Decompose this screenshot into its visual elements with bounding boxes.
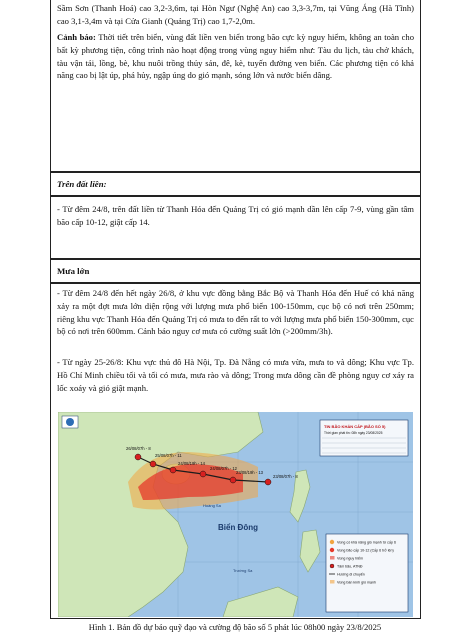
legend-item: Vùng có khả năng gió mạnh từ cấp 6 (337, 540, 396, 545)
rain-paragraph-1: - Từ đêm 24/8 đến hết ngày 26/8, ở khu vực đồng bằng Bắc Bộ và Thanh Hóa đến Huế có khả năng xảy ra một đợt mưa lớn diện rộng với lượng mưa phổ biến 100-150mm, cục bộ có nơi trên 250mm; riêng khu vực Thanh Hóa đến Quảng Trị có mưa to đến rất to với lượng mưa phổ biến 150-300mm, cục bộ có nơi trên 600mm. Cảnh báo nguy cơ mưa có cường suất lớn (>200mm/3h). (57, 288, 414, 337)
wave-height-paragraph: Sầm Sơn (Thanh Hoá) cao 3,2-3,6m, tại Hòn Ngư (Nghệ An) cao 3,3-3,7m, tại Vũng Áng (Hà Tĩnh) cao 3,1-3,4m và tại Cửa Gianh (Quảng Trị) cao 1,7-2,0m. (57, 3, 414, 26)
land-text-box (50, 196, 421, 259)
legend-item: Hướng di chuyển (337, 572, 365, 577)
storm-forecast-map (58, 412, 413, 617)
land-heading-box (50, 172, 421, 196)
legend-subtitle: Thời gian phát tin: 08h ngày 23/08/2025 (324, 431, 383, 435)
warning-label: Cảnh báo: (57, 32, 96, 42)
sea-label: Biển Đông (218, 523, 258, 532)
map-caption: Hình 1. Bản đồ dự báo quỹ đạo và cường độ bão số 5 phát lúc 08h00 ngày 23/8/2025 (88, 622, 382, 632)
track-label: 24/08/19h - 14 (178, 461, 206, 466)
legend-item: Vùng bão cấp 10-12 (Cấp 6 trở lên) (337, 548, 394, 553)
land-text: - Từ đêm 24/8, trên đất liền từ Thanh Hóa đến Quảng Trị có gió mạnh dần lên cấp 7-9, vùng gần tâm bão cấp 10-12, giật cấp 14. (57, 204, 414, 227)
land-heading: Trên đất liền: (57, 179, 107, 189)
warning-paragraph (57, 31, 414, 82)
legend-item: Vùng bán kính gió mạnh (337, 580, 376, 585)
track-label: 24/08/07h - 12 (210, 466, 238, 471)
legend-title: TIN BÃO KHẨN CẤP (BÃO SỐ 5) (324, 424, 386, 429)
legend-item: Vùng nguy hiểm (337, 556, 363, 561)
track-label: 26/08/07h - 8 (126, 446, 151, 451)
agency-logo-mark (66, 418, 74, 426)
rain-heading: Mưa lớn (57, 266, 90, 276)
legend-item: Tâm bão, ATNĐ (337, 564, 363, 569)
track-label: 23/08/07h - 8 (273, 474, 298, 479)
sea-warning-box (50, 0, 421, 172)
warning-text: Thời tiết trên biển, vùng đất liền ven biển trong bão cực kỳ nguy hiểm, không an toàn cho bất kỳ phương tiện, công trình nào hoạt động trong vùng nguy hiểm như: Tàu du lịch, tàu chở khách, tàu vận tải, lồng, bè, khu nuôi trồng thủy sản, đê, kè, tuyến đường ven biển. Các phương tiện có khả năng cao bị lật úp, phá hủy, ngập úng do gió mạnh, sóng lớn và nước biển dâng. (57, 32, 414, 81)
track-label: 25/08/07h - 11 (155, 453, 182, 458)
rain-heading-box (50, 259, 421, 283)
track-label: 23/08/19h - 13 (236, 470, 264, 475)
rain-paragraph-2: - Từ ngày 25-26/8: Khu vực thủ đô Hà Nội, Tp. Đà Nẵng có mưa vừa, mưa to và dông; Khu vực Tp. Hồ Chí Minh chiều tối và tối có mưa, mưa rào và dông; Trong mưa dông cần đề phòng nguy cơ xảy ra lốc xoáy và gió giật mạnh. (57, 357, 414, 393)
island-label: Trường Sa (233, 568, 253, 573)
island-label: Hoàng Sa (203, 503, 221, 508)
